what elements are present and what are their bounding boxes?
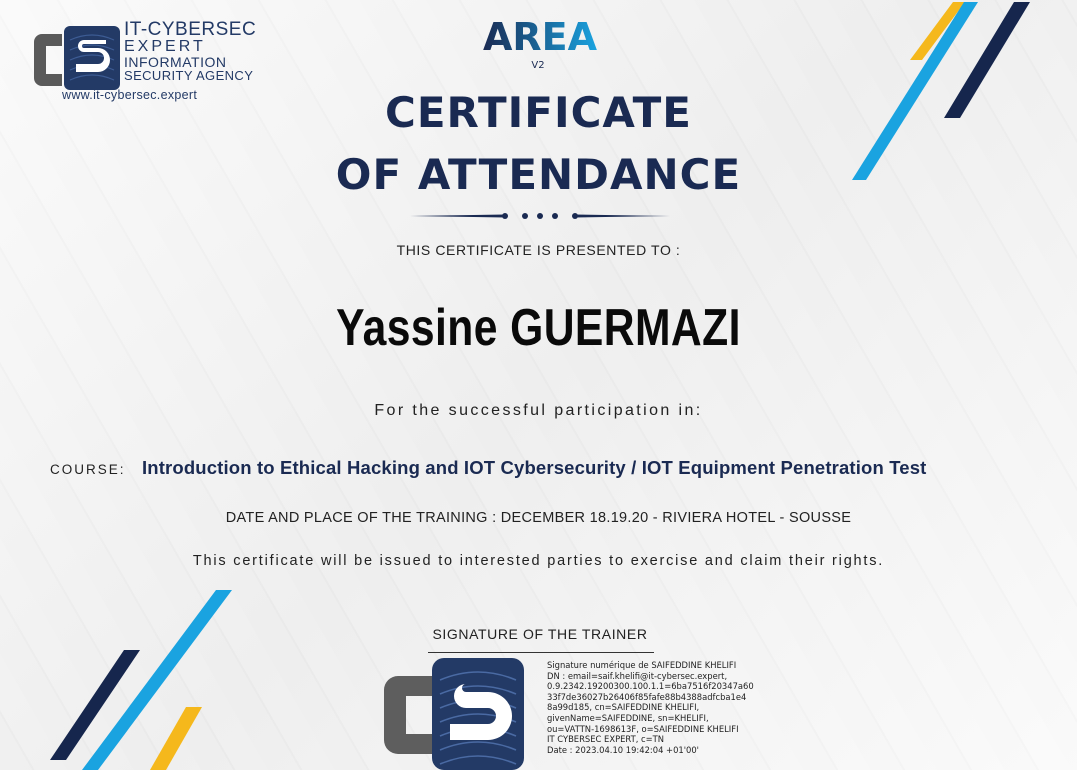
digital-signature-line: 0.9.2342.19200300.100.1.1=6ba7516f20347a60 [547,681,754,692]
issued-statement: This certificate will be issued to interested parties to exercise and claim their rights. [192,553,885,569]
area-logo [470,12,610,74]
brand-name [124,20,274,82]
digital-signature-line: ou=VATTN-1698613F, o=SAIFEDDINE KHELIFI [547,723,739,734]
brand-url: www.it-cybersec.expert [62,88,198,102]
brand-line-1: IT-CYBERSEC [124,19,257,40]
digital-signature-line: 8a99d185, cn=SAIFEDDINE KHELIFI, [547,702,700,713]
brand-line-3: INFORMATION [124,54,227,70]
area-logo-version: V2 [531,60,545,71]
course-title: Introduction to Ethical Hacking and IOT Cybersecurity / IOT Equipment Penetration Test [141,457,927,478]
participation-text: For the successful participation in: [374,402,703,419]
recipient-name: Yassine GUERMAZI [336,299,741,357]
digital-signature-line: IT CYBERSEC EXPERT, c=TN [547,734,665,745]
area-logo-text: AREA [482,15,598,59]
digital-signature-block [547,660,757,755]
training-date-place: DATE AND PLACE OF THE TRAINING : DECEMBER 18.19.20 - RIVIERA HOTEL - SOUSSE [225,510,852,526]
brand-line-4: SECURITY AGENCY [124,68,254,83]
course-row [50,457,1060,479]
signature-stamp-text: CS [366,656,368,657]
certificate-subtitle: OF ATTENDANCE [335,150,742,199]
digital-signature-line: 33f7de36027b26406f85fafe88b4388adfcba1e4 [547,691,747,702]
certificate-title: CERTIFICATE [385,88,692,137]
signature-title: SIGNATURE OF THE TRAINER [432,626,648,642]
signature-line [428,652,654,653]
brand-line-2: EXPERT [124,38,206,55]
course-label: COURSE: [50,462,126,477]
digital-signature-line: Signature numérique de SAIFEDDINE KHELIFI [547,660,737,670]
signature-stamp-logo [366,656,528,770]
title-divider [410,208,670,224]
digital-signature-line: DN : email=saif.khelifi@it-cybersec.expert, [547,670,728,681]
presented-to-label: THIS CERTIFICATE IS PRESENTED TO : [396,242,681,258]
digital-signature-line: Date : 2023.04.10 19:42:04 +01'00' [547,744,699,755]
digital-signature-line: givenName=SAIFEDDINE, sn=KHELIFI, [547,712,709,723]
